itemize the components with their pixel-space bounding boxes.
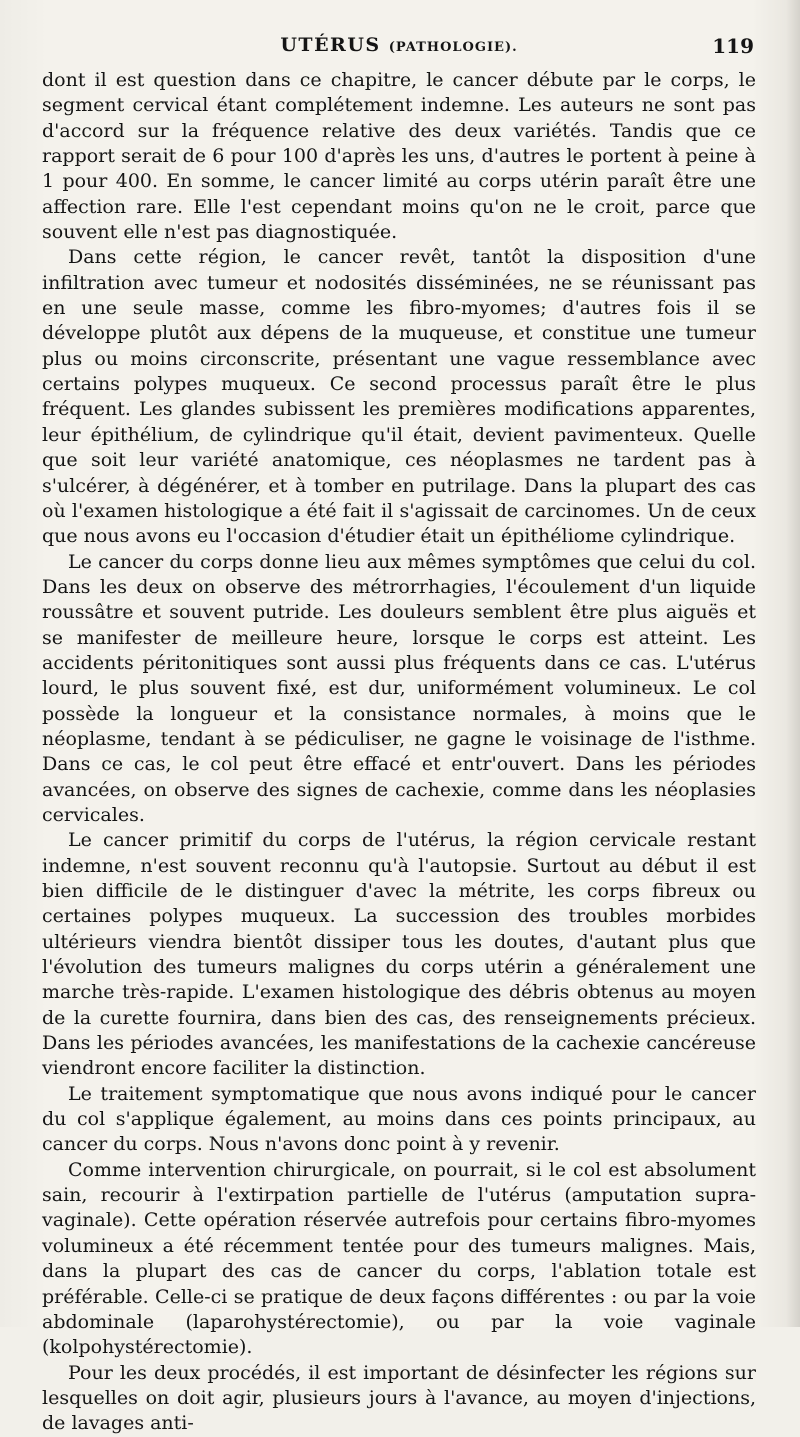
running-title-subtitle: (PATHOLOGIE). [388, 40, 518, 55]
running-title-main: UTÉRUS [280, 34, 381, 56]
paragraph: Comme intervention chirurgicale, on pourrait, si le col est absolument sain, recourir à l'extirpation partielle de l'utérus (amputation supra-vaginale). Cette opération réservée autrefois pour certains fibro-myomes volumineux a été récemment tentée pour des tumeurs malignes. Mais, dans la plupart des cas de cancer du corps, l'ablation totale est préférable. Celle-ci se pratique de deux façons différentes : ou par la voie abdominale (laparohystérectomie), ou par la voie vaginale (kolpohystérectomie). [42, 1158, 756, 1359]
page-edge-shadow [786, 0, 800, 1327]
running-title [42, 34, 756, 56]
body-text [42, 68, 756, 1437]
paragraph: Le traitement symptomatique que nous avons indiqué pour le cancer du col s'applique également, au moins dans ces points principaux, au cancer du corps. Nous n'avons donc point à y revenir. [42, 1082, 756, 1156]
paragraph-last: Pour les deux procédés, il est important de désinfecter les régions sur lesquelles on doit agir, plusieurs jours à l'avance, au moyen d'injections, de lavages anti- [42, 1361, 756, 1435]
page-header [42, 30, 756, 60]
paragraph-continued: dont il est question dans ce chapitre, le cancer débute par le corps, le segment cervical étant complétement indemne. Les auteurs ne sont pas d'accord sur la fréquence relative des deux variétés. Tandis que ce rapport serait de 6 pour 100 d'après les uns, d'autres le portent à peine à 1 pour 400. En somme, le cancer limité au corps utérin paraît être une affection rare. Elle l'est cependant moins qu'on ne le croit, parce que souvent elle n'est pas diagnostiquée. [42, 69, 756, 244]
page-number: 119 [712, 34, 754, 58]
paragraph: Le cancer primitif du corps de l'utérus, la région cervicale restant indemne, n'est souvent reconnu qu'à l'autopsie. Surtout au début il est bien difficile de le distinguer d'avec la métrite, les corps fibreux ou certaines polypes muqueux. La succession des troubles morbides ultérieurs viendra bientôt dissiper tous les doutes, d'autant plus que l'évolution des tumeurs malignes du corps utérin a généralement une marche très-rapide. L'examen histologique des débris obtenus au moyen de la curette fournira, dans bien des cas, des renseignements précieux. Dans les périodes avancées, les manifestations de la cachexie cancéreuse viendront encore faciliter la distinction. [42, 829, 756, 1080]
paragraph: Dans cette région, le cancer revêt, tantôt la disposition d'une infiltration avec tumeur et nodosités disséminées, ne se réunissant pas en une seule masse, comme les fibro-myomes; d'autres fois il se développe plutôt aux dépens de la muqueuse, et constitue une tumeur plus ou moins circonscrite, présentant une vague ressemblance avec certains polypes muqueux. Ce second processus paraît être le plus fréquent. Les glandes subissent les premières modifications apparentes, leur épithélium, de cylindrique qu'il était, devient pavimenteux. Quelle que soit leur variété anatomique, ces néoplasmes ne tardent pas à s'ulcérer, à dégénérer, et à tomber en putrilage. Dans la plupart des cas où l'examen histologique a été fait il s'agissait de carcinomes. Un de ceux que nous avons eu l'occasion d'étudier était un épithéliome cylindrique. [42, 246, 756, 548]
paragraph: Le cancer du corps donne lieu aux mêmes symptômes que celui du col. Dans les deux on observe des métrorrhagies, l'écoulement d'un liquide roussâtre et souvent putride. Les douleurs semblent être plus aiguës et se manifester de meilleure heure, lorsque le corps est atteint. Les accidents péritonitiques sont aussi plus fréquents dans ce cas. L'utérus lourd, le plus souvent fixé, est dur, uniformément volumineux. Le col possède la longueur et la consistance normales, à moins que le néoplasme, tendant à se pédiculiser, ne gagne le voisinage de l'isthme. Dans ce cas, le col peut être effacé et entr'ouvert. Dans les périodes avancées, on observe des signes de cachexie, comme dans les néoplasies cervicales. [42, 550, 756, 826]
